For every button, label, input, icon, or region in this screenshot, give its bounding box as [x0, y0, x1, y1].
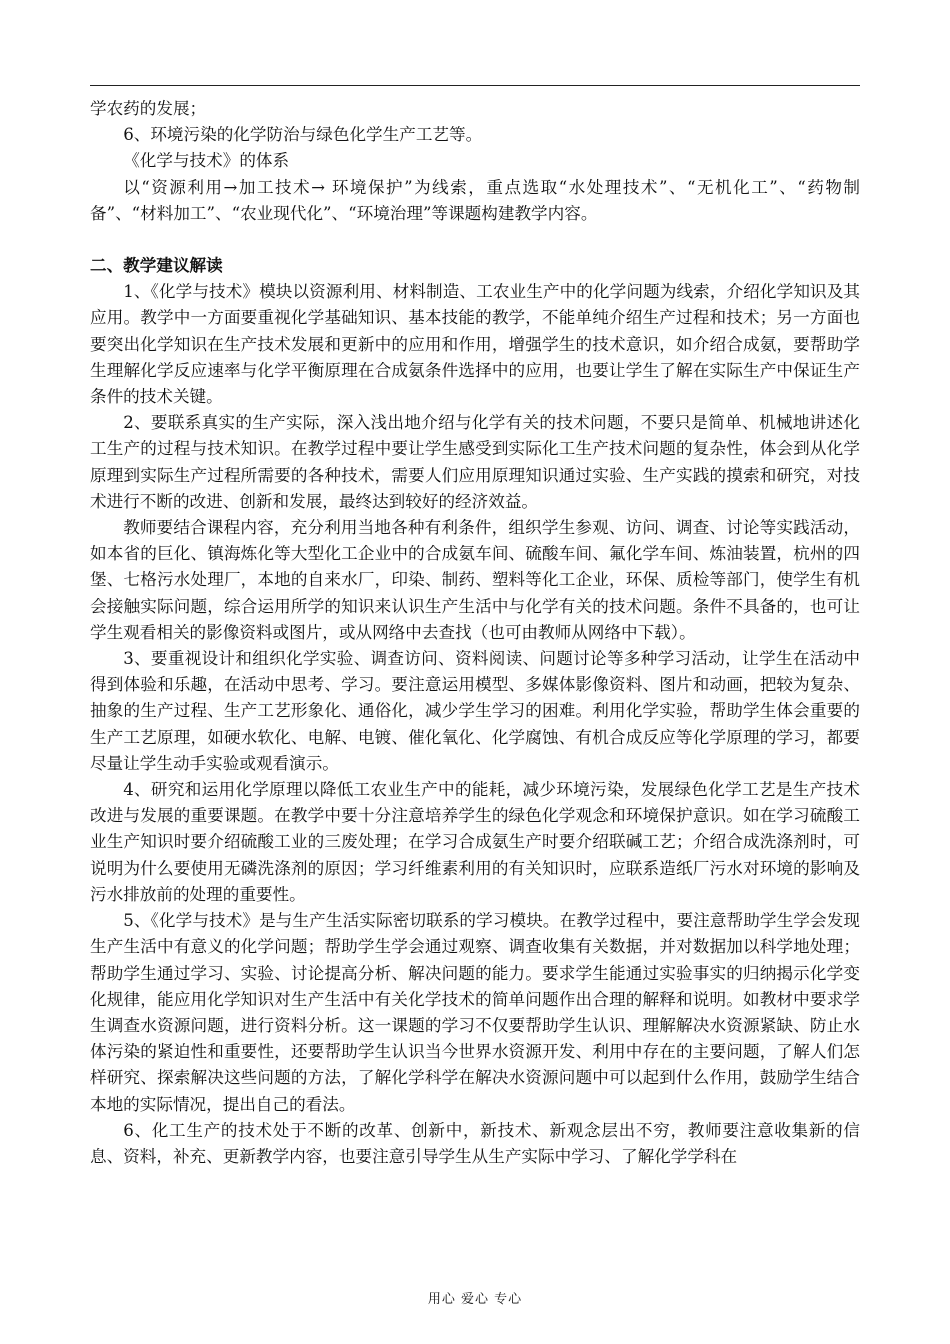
- paragraph: 2、要联系真实的生产实际，深入浅出地介绍与化学有关的技术问题，不要只是简单、机械地讲述化工生产的过程与技术知识。在教学过程中要让学生感受到实际化工生产技术问题的复杂性，体会到从化学原理到实际生产过程所需要的各种技术，需要人们应用原理知识通过实验、生产实践的摸索和研究，对技术进行不断的改进、创新和发展，最终达到较好的经济效益。: [90, 413, 860, 511]
- paragraph: 4、研究和运用化学原理以降低工农业生产中的能耗，减少环境污染，发展绿色化学工艺是生产技术改进与发展的重要课题。在教学中要十分注意培养学生的绿色化学观念和环境保护意识。如在学习硫酸工业生产知识时要介绍硫酸工业的三废处理；在学习合成氨生产时要介绍联碱工艺；介绍合成洗涤剂时，可说明为什么要使用无磷洗涤剂的原因；学习纤维素利用的有关知识时，应联系造纸厂污水对环境的影响及污水排放前的处理的重要性。: [90, 780, 860, 904]
- paragraph: 3、要重视设计和组织化学实验、调查访问、资料阅读、问题讨论等多种学习活动，让学生在活动中得到体验和乐趣，在活动中思考、学习。要注意运用模型、多媒体影像资料、图片和动画，把较为复杂、抽象的生产过程、生产工艺形象化、通俗化，减少学生学习的困难。利用化学实验，帮助学生体会重要的生产工艺原理，如硬水软化、电解、电镀、催化氧化、化学腐蚀、有机合成反应等化学原理的学习，都要尽量让学生动手实验或观看演示。: [90, 649, 860, 773]
- paragraph: 教师要结合课程内容，充分利用当地各种有利条件，组织学生参观、访问、调查、讨论等实践活动，如本省的巨化、镇海炼化等大型化工企业中的合成氨车间、硫酸车间、氟化学车间、炼油装置，杭州的四堡、七格污水处理厂，本地的自来水厂，印染、制药、塑料等化工企业，环保、质检等部门，使学生有机会接触实际问题，综合运用所学的知识来认识生产生活中与化学有关的技术问题。条件不具备的，也可让学生观看相关的影像资料或图片，或从网络中去查找（也可由教师从网络中下载）。: [90, 518, 860, 642]
- list-item: 6、环境污染的化学防治与绿色化学生产工艺等。: [123, 125, 483, 145]
- page-footer: 用心 爱心 专心: [427, 1292, 523, 1307]
- subheading: 《化学与技术》的体系: [123, 151, 290, 171]
- document-body: [90, 96, 860, 1170]
- paragraph: 以“资源利用→加工技术→ 环境保护”为线索，重点选取“水处理技术”、“无机化工”、“药物制备”、“材料加工”、“农业现代化”、“环境治理”等课题构建教学内容。: [90, 177, 860, 223]
- paragraph: 5、《化学与技术》是与生产生活实际密切联系的学习模块。在教学过程中，要注意帮助学生学会发现生产生活中有意义的化学问题；帮助学生学会通过观察、调查收集有关数据，并对数据加以科学地处理；帮助学生通过学习、实验、讨论提高分析、解决问题的能力。要求学生能通过实验事实的归纳揭示化学变化规律，能应用化学知识对生产生活中有关化学技术的简单问题作出合理的解释和说明。如教材中要求学生调查水资源问题，进行资料分析。这一课题的学习不仅要帮助学生认识、理解解决水资源紧缺、防止水体污染的紧迫性和重要性，还要帮助学生认识当今世界水资源开发、利用中存在的主要问题，了解人们怎样研究、探索解决这些问题的方法，了解化学科学在解决水资源问题中可以起到什么作用，鼓励学生结合本地的实际情况，提出自己的看法。: [90, 911, 860, 1114]
- paragraph: 6、化工生产的技术处于不断的改革、创新中，新技术、新观念层出不穷，教师要注意收集新的信息、资料，补充、更新教学内容，也要注意引导学生从生产实际中学习、了解化学学科在: [90, 1120, 860, 1166]
- text-line: 学农药的发展；: [90, 99, 207, 118]
- paragraph: 1、《化学与技术》模块以资源利用、材料制造、工农业生产中的化学问题为线索，介绍化学知识及其应用。教学中一方面要重视化学基础知识、基本技能的教学，不能单纯介绍生产过程和技术；另一方面也要突出化学知识在生产技术发展和更新中的应用和作用，增强学生的技术意识，如介绍合成氨，要帮助学生理解化学反应速率与化学平衡原理在合成氨条件选择中的应用，也要让学生了解在实际生产中保证生产条件的技术关键。: [90, 282, 860, 407]
- section-heading: 二、教学建议解读: [90, 256, 223, 276]
- header-rule: [90, 85, 860, 86]
